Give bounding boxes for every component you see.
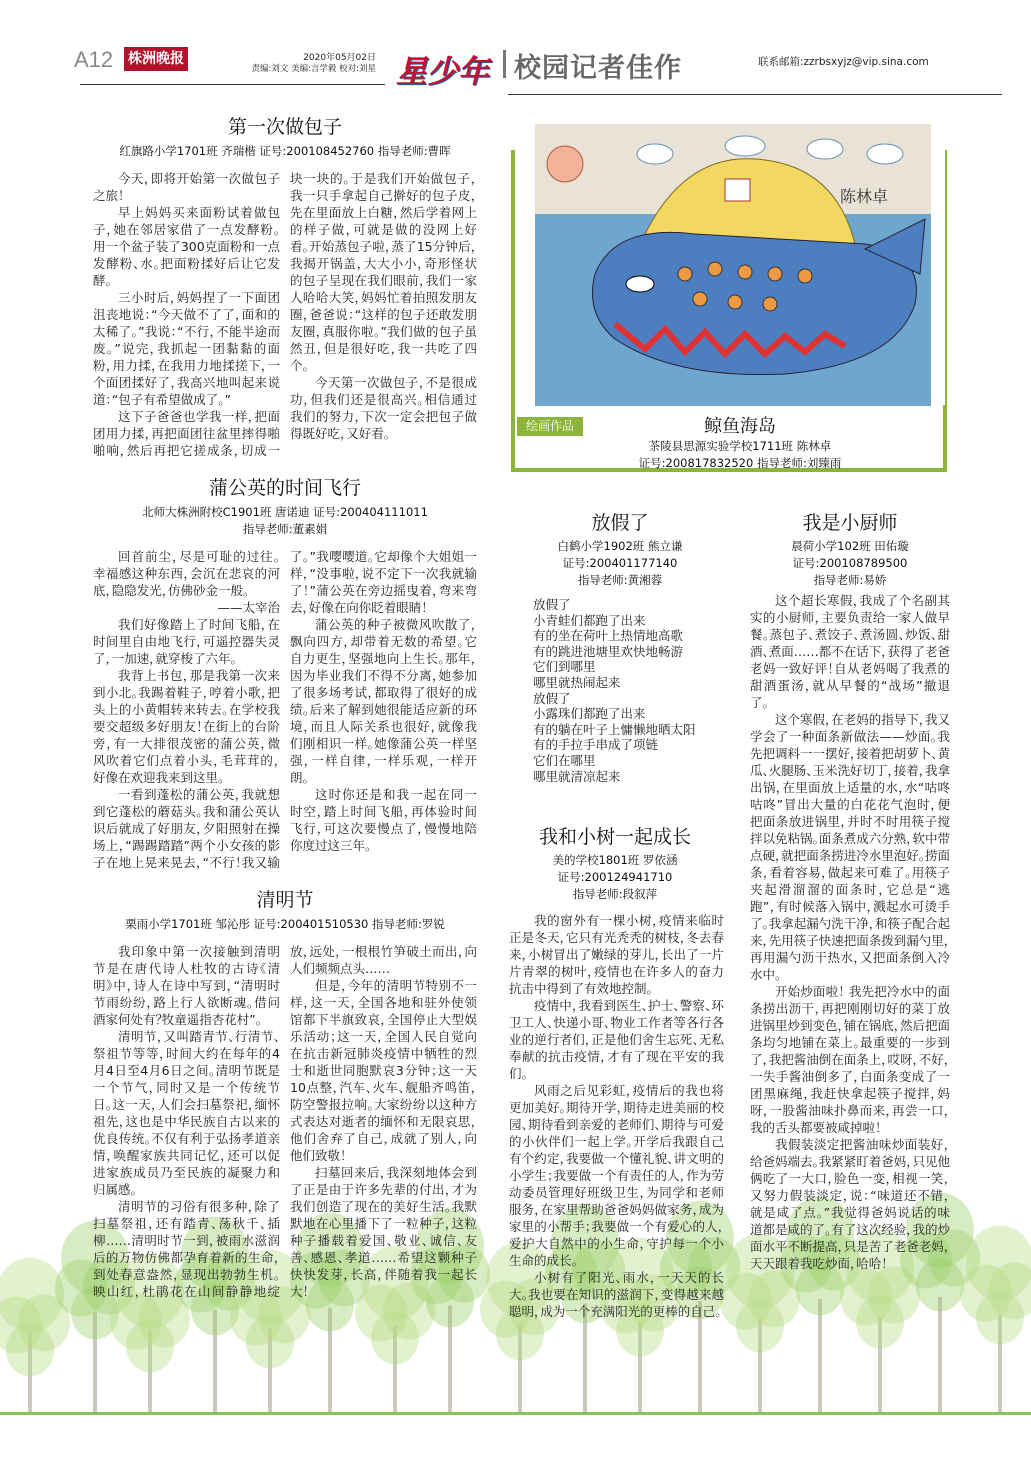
poem-line: 放假了: [533, 690, 571, 706]
article-byline: 北师大株洲附校C1901班 唐诺迪 证号:200404111011: [142, 505, 428, 519]
article-dandelion: [90, 473, 480, 871]
article-paragraph: 我背上书包，那是我第一次来到小北。我踢着鞋子，哼着小歌，把头上的小黄帽转来转去。在学校我要交超级多好朋友！在街上的台阶旁，有一大排很茂密的蒲公英，微风吹着它们点着小头，毛茸茸的，好像在欢迎我来到这里。: [93, 668, 280, 785]
article-paragraph: 清明节，又叫踏青节、行清节、祭祖节等等，时间大约在每年的4月4日至4月6日之间。清明节既是一个节气，同时又是一个传统节日。这一天，人们会扫墓祭祀，缅怀祖先，这也是中华民族自古以来的优良传统。不仅有利于弘扬孝道亲情，唤醒家族共同记忆，还可以促进家族成员乃至民族的凝聚力和归属感。: [93, 1029, 280, 1197]
article-title: 我和小树一起成长: [538, 826, 691, 848]
article-byline: 红旗路小学1701班 齐瑞楷 证号:200108452760 指导老师:曹晖: [119, 144, 451, 158]
article-title: 我是小厨师: [802, 512, 898, 534]
article-paragraph: 今天第一次做包子，不是很成功，但我们还是很高兴。相信通过我们的努力，下次一定会把包子做得既好吃，又好看。: [290, 375, 477, 441]
poem-line: 有的手拉手串成了项链: [533, 737, 659, 753]
header-rule-right: [508, 94, 1002, 95]
article-body: [750, 592, 950, 1272]
painting-title: 鲸鱼海岛: [704, 416, 776, 437]
ground-line: [0, 1412, 1031, 1415]
article-paragraph: 疫情中，我看到医生、护士、警察、环卫工人、快递小哥、物业工作者等各行各业的逆行者们，正是他们舍生忘死、无私奉献的抗击疫情，才有了现在平安的我们。: [509, 998, 724, 1081]
article-chef: [750, 508, 950, 589]
painting-badge: 绘画作品: [517, 417, 583, 436]
article-paragraph: 扫墓回来后，我深刻地体会到了正是由于许多先辈的付出，才为我们创造了现在的美好生活。我默默地在心里播下了一粒种子，这粒种子播载着爱国、敬业、诚信、友善、感恩、孝道……希望这颗种子快快发芽，长高，伴随着我一起长大！: [290, 1165, 477, 1299]
poem-line: 有的坐在荷叶上热情地高歌: [533, 628, 684, 644]
left-column: [90, 112, 480, 1314]
article-paragraph: 蒲公英的种子被微风吹散了，飘向四方，却带着无数的希望。它自力更生，坚强地向上生长。那年，因为毕业我们不得不分离，她参加了很多场考试，都取得了很好的成绩。后来了解到她很能适应新的环境，而且人际关系也很好，就像我们刚相识一样。她像蒲公英一样坚强，一样自律，一样乐观，一样开朗。: [290, 617, 477, 785]
article-paragraph: 开始炒面啦！ 我先把冷水中的面条捞出沥干，再把刚刚切好的菜丁放进锅里炒到变色，铺在锅底，然后把面条均匀地铺在菜上。最重要的一步到了，我把酱油倒在面条上，哎呀，不好，一失手酱油倒多了，白面条变成了一团黑麻绳，我赶快拿起筷子搅拌，妈呀，一股酱油味扑鼻而来，再尝一口，我的舌头都要被咸掉啦！: [750, 984, 951, 1135]
article-title: 蒲公英的时间飞行: [208, 477, 361, 499]
article-body: [509, 912, 724, 1320]
editors-credit: 责编:刘文 美编:言学毅 校对:刘星: [251, 64, 376, 74]
article-baozi: [90, 112, 480, 459]
header-rule-left: [80, 84, 385, 85]
article-body: [93, 170, 477, 459]
article-title: 清明节: [256, 889, 314, 911]
article-paragraph: 但是，今年的清明节特别不一样，这一天，全国各地和驻外使领馆都下半旗致哀，全国停止大型娱乐活动；这一天，全国人民自觉向在抗击新冠肺炎疫情中牺牲的烈士和逝世同胞默哀3分钟；这一天10点整，汽车、火车、舰船齐鸣笛，防空警报拉响。大家纷纷以这种方式表达对逝者的缅怀和无限哀思，他们舍弃了自己，成就了别人，向他们致敬！: [290, 978, 477, 1163]
poem-line: 它们在哪里: [533, 752, 596, 768]
article-paragraph: 一看到蓬松的蒲公英，我就想到它蓬松的蘑菇头。我和蒲公英认识后就成了好朋友，夕阳照射在操场上，“踢踢踏踏”两个小女孩的影子在地上晃来晃去，“不行！我又输了。”我嘤嘤道。它却像个大姐姐一样，“没事啦，说不定下一次我就输了！”蒲公英在旁边摇曳着，弯来弯去，好像在向你眨着眼睛！: [93, 549, 477, 870]
article-paragraph: 早上妈妈买来面粉试着做包子，她在邻居家借了一点发酵粉。用一个盆子装了300克面粉和一点发酵粉、水。把面粉揉好后让它发酵。: [93, 205, 280, 288]
painting-byline: 证号:200817832520 指导老师:刘臻雨: [638, 456, 842, 470]
contact-email: 联系邮箱:zzrbsxyjz@vip.sina.com: [758, 56, 929, 68]
painting-whale-island: [535, 124, 931, 406]
article-paragraph: ——太宰治: [217, 600, 280, 615]
poem-line: 有的跳进池塘里欢快地畅游: [533, 643, 684, 659]
paper-logo: 株洲晚报: [124, 47, 188, 71]
painting-signature: 陈林卓: [840, 187, 889, 206]
poem-byline: 指导老师:黄湘蓉: [577, 573, 663, 587]
article-byline: 美的学校1801班 罗依涵: [552, 853, 678, 867]
article-paragraph: 这个超长寒假，我成了个名副其实的小厨师，主要负责给一家人做早餐。蒸包子、煮饺子、煮汤圆、炒饭、甜酒、煮面……都不在话下，获得了老爸老妈一致好评！自从老妈喝了我煮的甜酒蛋汤，就从早餐的“战场”撤退了。: [750, 593, 951, 710]
article-paragraph: 我的窗外有一棵小树，疫情来临时正是冬天，它只有光秃秃的树枝，冬去春来，小树冒出了嫩绿的芽儿，长出了一片片青翠的树叶，疫情也在许多人的奋力抗击中得到了有效地控制。: [509, 913, 724, 996]
section-divider-bar: [503, 50, 506, 78]
article-paragraph: 小树有了阳光、雨水，一天天的长大。我也要在知识的滋润下，变得越来越聪明，成为一个充满阳光的更棒的自己。: [509, 1270, 724, 1319]
article-paragraph: 我假装淡定把酱油味炒面装好，给爸妈端去。我紧紧盯着爸妈，只见他俩吃了一大口，脸色一变，相视一笑，又努力假装淡定，说：“味道还不错，就是咸了点。”我觉得爸妈说话的味道都是咸的了。有了这次经验，我的炒面水平不断提高，只是苦了老爸老妈，天天跟着我吃炒面，哈哈！: [750, 1137, 951, 1271]
brand-logo: 星少年: [396, 54, 489, 90]
article-paragraph: 我印象中第一次接触到清明节是在唐代诗人杜牧的古诗《清明》中，诗人在诗中写到，“清明时节雨纷纷，路上行人欲断魂。借问酒家何处有？牧童遥指杏花村”。: [93, 944, 280, 1027]
poem-byline: 证号:200401177140: [562, 556, 678, 570]
poem-title: 放假了: [591, 512, 649, 534]
poem-line: 哪里就热闹起来: [533, 674, 621, 690]
article-byline: 指导老师:董素娟: [242, 522, 328, 536]
painting-byline: 茶陵县思源实验学校1711班 陈林卓: [648, 439, 832, 453]
painting-caption: [590, 412, 890, 472]
article-tree: [510, 822, 720, 903]
article-byline: 指导老师:易娇: [813, 573, 887, 587]
page-number: A12: [74, 47, 114, 72]
article-title: 第一次做包子: [227, 116, 342, 138]
article-paragraph: 清明节的习俗有很多种，除了扫墓祭祖，还有踏青、荡秋千、插柳……清明时节一到，被雨水滋润后的万物仿佛都孕育着新的生命，到处春意盎然，显现出勃勃生机。映山红，杜鹃花在山间静静地绽放，远处，一根根竹笋破土而出，向人们频频点头……: [93, 944, 477, 1299]
issue-date: 2020年05月02日: [303, 53, 376, 63]
article-byline: 证号:200124941710: [557, 870, 673, 884]
article-body: [93, 548, 477, 871]
article-paragraph: 我们好像踏上了时间飞船，在时间里自由地飞行，可遥控器失灵了，一加速，就穿梭了六年。: [93, 617, 280, 666]
article-paragraph: 三小时后，妈妈捏了一下面团沮丧地说：“今天做不了了，面和的太稀了。”我说：“不行，不能半途而废。”说完，我抓起一团黏黏的面粉，用力揉，在我用力地揉搓下，一个面团揉好了，我高兴地叫起来说道：“包子有希望做成了。”: [93, 290, 280, 407]
article-paragraph: 这个寒假，在老妈的指导下，我又学会了一种面条新做法——炒面。我先把调料一一摆好，接着把胡萝卜、黄瓜、火腿肠、玉米洗好切丁，接着，我拿出锅，在里面放上适量的水，水“咕咚咕咚”冒出大量的白花花气泡时，便把面条放进锅里，并时不时用筷子搅拌以免粘锅。面条煮成六分熟，软中带点硬，就把面条捞进冷水里泡好。捞面条，看着容易，做起来可难了。用筷子夹起滑溜溜的面条时，它总是“逃跑”，有时候落入锅中，溅起水可烫手了。我拿起漏勺洗干净，和筷子配合起来，先用筷子快速把面条拨到漏勺里，再用漏勺沥干热水，又把面条倒入冷水中。: [750, 712, 951, 982]
article-byline: 晨荷小学102班 田佑璇: [791, 539, 909, 553]
article-paragraph: 这时你还是和我一起在同一时空，踏上时间飞船，再体验时间飞行，可这次要慢点了，慢慢地陪你度过这三年。: [290, 787, 477, 853]
poem-line: 哪里就清凉起来: [533, 768, 621, 784]
poem-byline: 白鹤小学1902班 熊立谦: [557, 539, 683, 553]
section-title: 校园记者佳作: [514, 53, 682, 84]
article-paragraph: 风雨之后见彩虹，疫情后的我也将更加美好。期待开学，期待走进美丽的校园、期待看到亲爱的老师们、期待与可爱的小伙伴们一起上学。开学后我跟自己有个约定，我要做一个懂礼貌、讲文明的小学生；我要做一个有责任的人，作为劳动委员管理好班级卫生，为同学和老师服务，在家里帮助爸爸妈妈做家务，成为家里的小帮手；我要做一个有爱心的人，爱护大自然中的小生命，守护每一个小生命的成长。: [509, 1083, 724, 1268]
poem-body: [533, 597, 723, 784]
article-byline: 栗雨小学1701班 邹沁彤 证号:200401510530 指导老师:罗锐: [125, 917, 445, 931]
poem-line: 它们到哪里: [533, 659, 596, 675]
tree-icon: [960, 1226, 1031, 1415]
poem-header: [520, 508, 720, 589]
article-paragraph: 今天，即将开始第一次做包子之旅！: [93, 171, 280, 203]
article-paragraph: 这下子爸爸也学我一样，把面团用力揉，再把面团往盆里摔得啪啪响，然后再把它搓成条，切成一块一块的。于是我们开始做包子，我一只手拿起自己擀好的包子皮，先在里面放上白糖，然后学着网上的样子做，可就是做的没网上好看。开始蒸包子啦，蒸了15分钟后，我揭开锅盖，大大小小，奇形怪状的包子呈现在我们眼前，我们一家人哈哈大笑，妈妈忙着拍照发朋友圈，爸爸说：“这样的包子还敢发朋友圈，真服你啦。”我们做的包子虽然丑，但是很好吃，我一共吃了四个。: [93, 171, 477, 458]
article-qingming: [90, 885, 480, 1300]
article-paragraph: 回首前尘，尽是可耻的过往。幸福感这种东西，会沉在悲哀的河底，隐隐发光，仿佛砂金一般。: [93, 549, 280, 598]
poem-line: 有的躺在叶子上慵懒地晒太阳: [533, 721, 696, 737]
article-body: [93, 943, 477, 1300]
article-byline: 指导老师:段叙萍: [572, 887, 658, 901]
poem-line: 小露珠们都跑了出来: [533, 706, 646, 722]
painting-frame-top-cover: [935, 150, 945, 405]
poem-line: 放假了: [533, 597, 571, 612]
article-byline: 证号:200108789500: [792, 556, 908, 570]
poem-line: 小青蛙们都跑了出来: [533, 612, 646, 628]
